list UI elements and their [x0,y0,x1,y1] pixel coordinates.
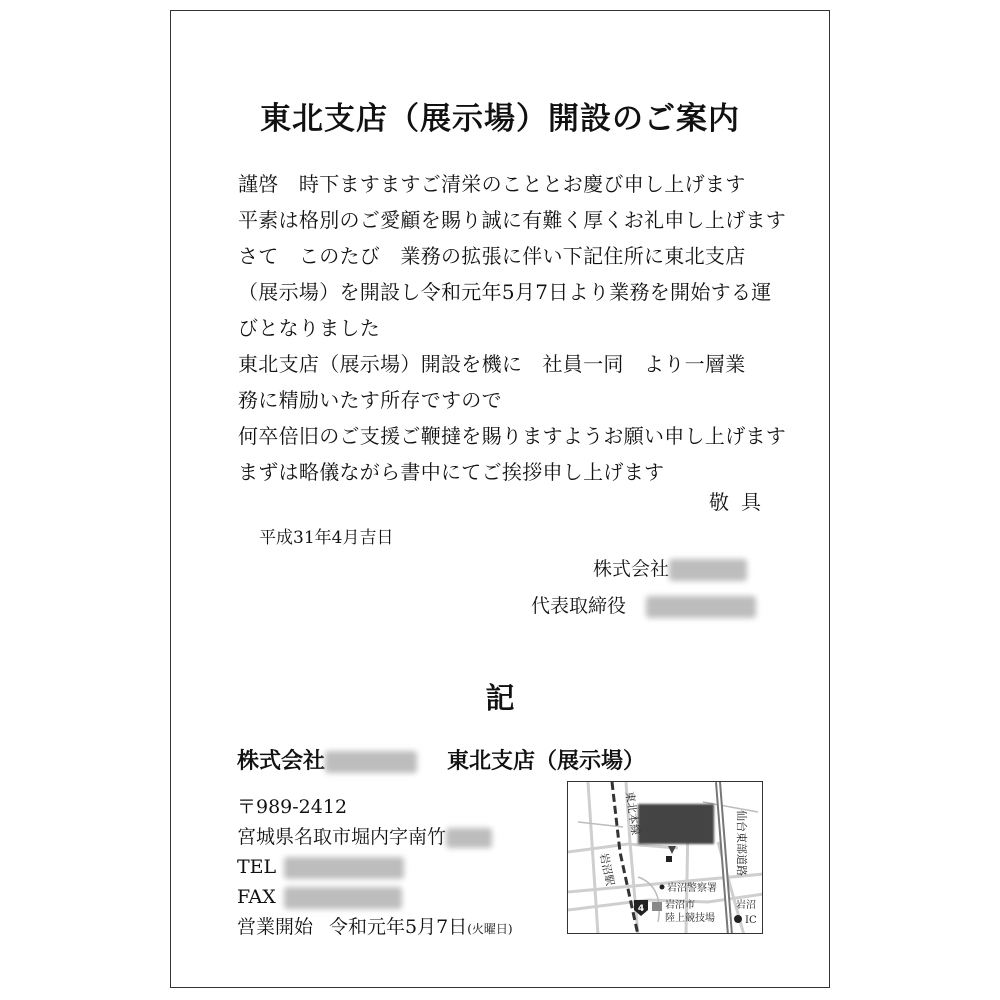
ic-label-line2: IC [745,915,757,926]
ki-heading: 記 [485,681,515,715]
ic-marker [734,915,742,923]
highway-road-centerline [718,782,730,934]
body-line: 東北支店（展示場）開設を機に 社員一同 より一層業 [238,352,746,376]
police-marker [660,885,665,890]
route-number: 4 [637,904,645,914]
station-label: 岩沼駅 [597,851,617,887]
opening-label: 営業開始 [237,916,314,938]
stadium-label-line1: 岩沼市 [665,900,695,911]
building-pointer [668,846,676,854]
address: 宮城県名取市堀内字南竹 [237,826,447,848]
branch-heading [237,744,645,775]
letter-date: 平成31年4月吉日 [259,528,394,548]
body-line: （展示場）を開設し令和元年5月7日より業務を開始する運 [238,280,772,304]
opening-weekday: (火曜日) [467,922,513,936]
building-marker [666,856,672,862]
tel-label: TEL [237,856,277,878]
branch-company-prefix: 株式会社 [237,748,326,774]
redacted-branch-company-name [325,751,417,773]
police-label: 岩沼警察署 [667,883,717,894]
branch-info [237,793,513,943]
redacted-address [446,828,492,848]
representative-title: 代表取締役 [531,595,627,617]
address-row [237,823,513,853]
access-map [567,781,763,934]
redacted-fax [284,887,402,909]
body-line: びとなりました [238,316,381,340]
opening-row [237,913,513,943]
letter-sheet [170,10,830,988]
redacted-representative-name [646,596,756,618]
letter-body [238,171,787,495]
body-line: さて このたび 業務の拡張に伴い下記住所に東北支店 [238,244,746,268]
closing-phrase: 敬具 [709,490,773,514]
tel-row [237,853,513,883]
map-drawing [568,782,763,934]
redacted-building [638,804,714,844]
opening-date: 令和元年5月7日 [329,916,468,938]
redacted-tel [284,857,404,879]
representative-signature [531,591,756,618]
body-line: 平素は格別のご愛顧を賜り誠に有難く厚くお礼申し上げます [238,208,787,232]
highway-label: 仙台東部道路 [735,810,748,876]
fax-row [237,883,513,913]
body-line: 何卒倍旧のご支援ご鞭撻を賜りますようお願い申し上げます [238,424,787,448]
document-title: 東北支店（展示場）開設のご案内 [260,101,740,137]
redacted-company-name [669,559,747,581]
body-line: 謹啓 時下ますますご清栄のこととお慶び申し上げます [238,172,746,196]
rail-line-label: 東北本線 [623,790,643,836]
stadium-marker [652,902,662,911]
body-line: 務に精励いたす所存ですので [238,388,502,412]
ic-label-line1: 岩沼 [736,900,756,911]
stadium-label-line2: 陸上競技場 [665,913,715,924]
company-prefix: 株式会社 [593,558,670,580]
body-line: まずは略儀ながら書中にてご挨拶申し上げます [238,460,665,484]
branch-name: 東北支店（展示場） [447,748,646,774]
fax-label: FAX [237,886,276,908]
company-signature [593,554,747,581]
postal-code: 〒989-2412 [237,796,348,818]
